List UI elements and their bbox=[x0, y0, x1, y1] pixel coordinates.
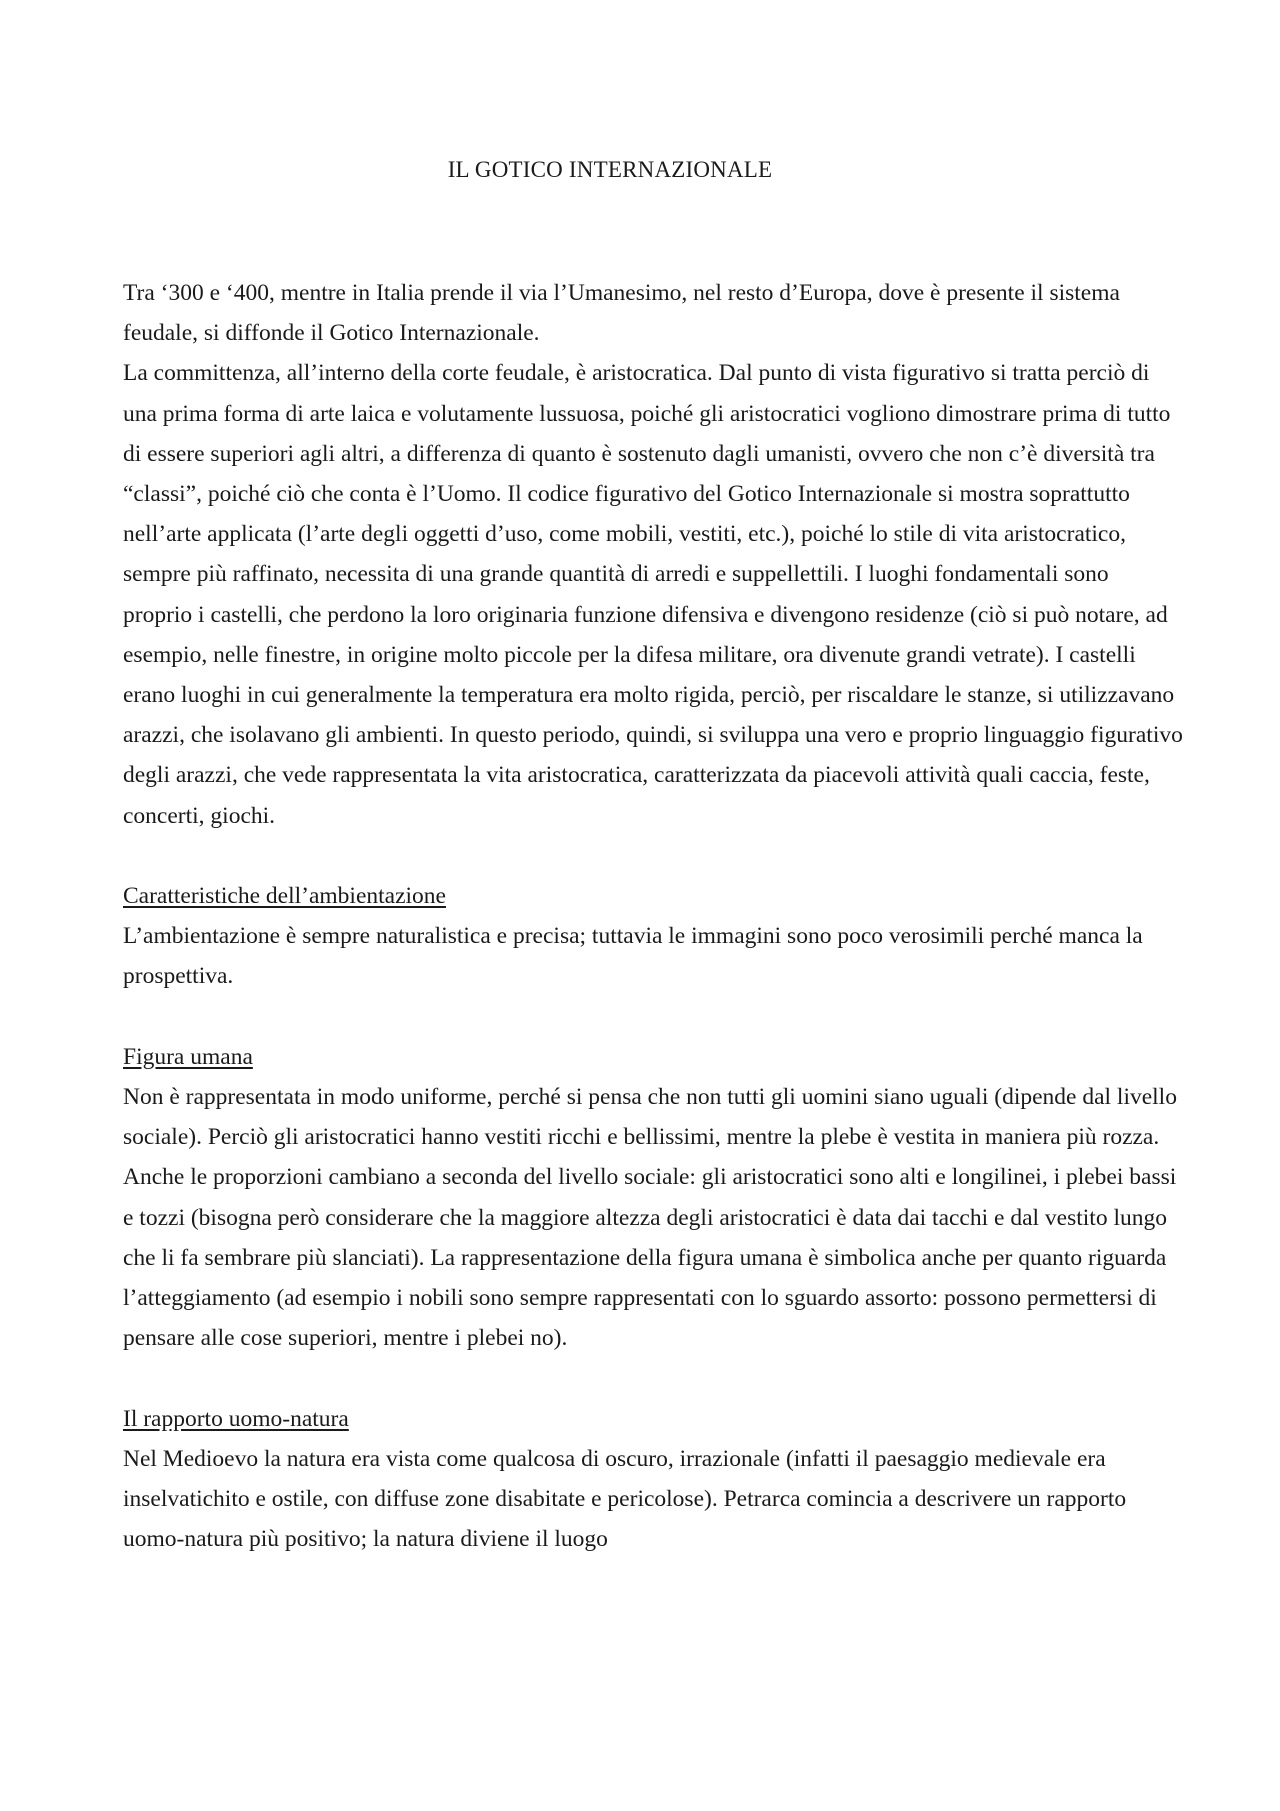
section-heading: Il rapporto uomo-natura bbox=[123, 1405, 349, 1432]
section-paragraph: L’ambientazione è sempre naturalistica e precisa; tuttavia le immagini sono poco verosimili perché manca la prospettiva. bbox=[123, 923, 1143, 990]
section-ambientazione bbox=[123, 876, 1183, 997]
section-paragraph: Nel Medioevo la natura era vista come qualcosa di oscuro, irrazionale (infatti il paesaggio medievale era inselvatichito e ostile, con diffuse zone disabitate e pericolose). Petrarca comincia a descrivere un rapporto uomo-natura più positivo; la natura diviene il luogo bbox=[123, 1445, 1127, 1553]
section-heading: Figura umana bbox=[123, 1043, 253, 1070]
intro-paragraph-2: La committenza, all’interno della corte feudale, è aristocratica. Dal punto di vista figurativo si tratta perciò di una prima forma di arte laica e volutamente lussuosa, poiché gli aristocratici vogliono dimostrare prima di tutto di essere superiori agli altri, a differenza di quanto è sostenuto dagli umanisti, ovvero che non c’è diversità tra “classi”, poiché ciò che conta è l’Uomo. Il codice figurativo del Gotico Internazionale si mostra soprattutto nell’arte applicata (l’arte degli oggetti d’uso, come mobili, vestiti, etc.), poiché lo stile di vita aristocratico, sempre più raffinato, necessita di una grande quantità di arredi e suppellettili. I luoghi fondamentali sono proprio i castelli, che perdono la loro originaria funzione difensiva e divengono residenze (ciò si può notare, ad esempio, nelle finestre, in origine molto piccole per la difesa militare, ora divenute grandi vetrate). I castelli erano luoghi in cui generalmente la temperatura era molto rigida, perciò, per riscaldare le stanze, si utilizzavano arazzi, che isolavano gli ambienti. In questo periodo, quindi, si sviluppa una vero e proprio linguaggio figurativo degli arazzi, che vede rappresentata la vita aristocratica, caratterizzata da piacevoli attività quali caccia, feste, concerti, giochi. bbox=[123, 360, 1183, 829]
section-heading: Caratteristiche dell’ambientazione bbox=[123, 883, 446, 910]
section-figura-umana bbox=[123, 1037, 1183, 1359]
intro-paragraph-1: Tra ‘300 e ‘400, mentre in Italia prende il via l’Umanesimo, nel resto d’Europa, dove è presente il sistema feudale, si diffonde il Gotico Internazionale. bbox=[123, 280, 1120, 347]
document-body bbox=[123, 273, 1183, 1559]
section-paragraph: Non è rappresentata in modo uniforme, perché si pensa che non tutti gli uomini siano uguali (dipende dal livello sociale). Perciò gli aristocratici hanno vestiti ricchi e bellissimi, mentre la plebe è vestita in maniera più rozza. Anche le proporzioni cambiano a seconda del livello sociale: gli aristocratici sono alti e longilinei, i plebei bassi e tozzi (bisogna però considerare che la maggiore altezza degli aristocratici è data dai tacchi e dal vestito lungo che li fa sembrare più slanciati). La rappresentazione della figura umana è simbolica anche per quanto riguarda l’atteggiamento (ad esempio i nobili sono sempre rappresentati con lo sguardo assorto: possono permettersi di pensare alle cose superiori, mentre i plebei no). bbox=[123, 1084, 1177, 1352]
document-title: IL GOTICO INTERNAZIONALE bbox=[447, 157, 773, 182]
section-uomo-natura bbox=[123, 1399, 1183, 1560]
